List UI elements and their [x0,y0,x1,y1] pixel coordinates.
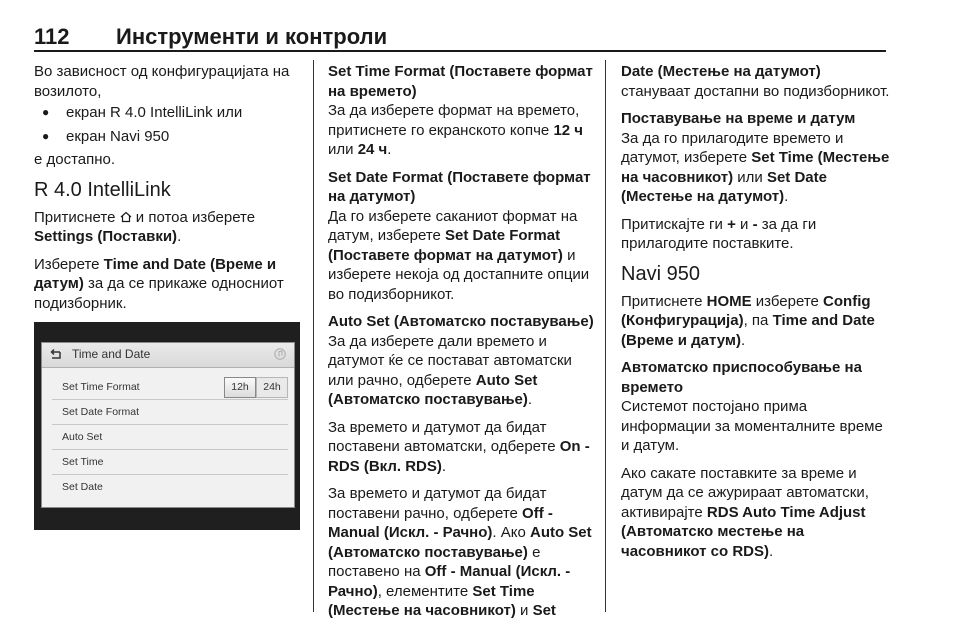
paragraph: За времето и датумот да бидат поставени автоматски, одберете On - RDS (Вкл. RDS). [328,418,590,475]
page-number: 112 [34,24,70,49]
subsection-heading: Set Date Format (Поставете формат на датумот) [328,168,591,205]
column-2 [328,62,596,629]
paragraph: За времето и датумот да бидат поставени рачно, одберете Off - Manual (Искл. - Рачно). Ако Auto Set (Автоматско поставување) е поставено на Off - Manual (Искл. - Рачно), елементите Set Time (Местење на часовникот) и Set [328,485,592,619]
paragraph: За да изберете формат на времето, притиснете го екранското копче 12 ч или 24 ч. [328,102,583,158]
subsection-heading: Автоматско приспособување на времето [621,359,862,396]
section-heading-r40: R 4.0 IntelliLink [34,178,171,201]
list-item: ● екран R 4.0 IntelliLink или [34,103,302,123]
screen-title: Time and Date [72,347,151,361]
paragraph: Притискајте ги + и - за да ги прилагодите поставките. [621,215,817,252]
paragraph: Ако сакате поставките за време и датум да се ажурираат автоматски, активирајте RDS Auto Time Adjust (Автоматско местење на часовникот со RDS). [621,464,869,560]
column-divider-2 [605,60,606,612]
paragraph: За да го прилагодите времето и датумот, изберете Set Time (Местење на часовникот) или Set Date (Местење на датумот). [621,129,890,205]
menu-item-set-date[interactable]: Set Date [62,481,103,493]
page-header [34,22,886,52]
menu-item-set-date-format[interactable]: Set Date Format [52,400,288,425]
column-1 [34,62,302,321]
home-icon [120,211,132,223]
header-rule [34,50,886,52]
page-title: Инструменти и контроли [116,24,388,49]
menu-item-set-time[interactable]: Set Time [52,450,288,475]
music-note-icon [274,348,286,360]
display-screen [41,342,295,508]
screenshot-figure [34,322,300,530]
format-24h-button[interactable]: 24h [256,377,288,398]
subsection-heading: Поставување на време и датум [621,110,856,127]
paragraph: Притиснете HOME изберете Config (Конфигурација), па Time and Date (Време и датум). [621,292,875,349]
paragraph: Системот постојано прима информации за моменталните време и датум. [621,398,883,454]
paragraph: Да го изберете саканиот формат на датум, изберете Set Date Format (Поставете формат на датумот) и изберете некоја од достапните опции во подизборникот. [328,207,590,303]
paragraph: Изберете Time and Date (Време и датум) за да се прикаже односниот подизборник. [34,255,284,312]
column-divider-1 [313,60,314,612]
paragraph: Притиснете и потоа изберете Settings (Поставки). [34,208,256,245]
subsection-heading: Auto Set (Автоматско поставување) [328,313,594,330]
screen-title-bar [42,343,294,368]
column-3 [621,62,891,569]
section-heading-navi950: Navi 950 [621,262,700,285]
intro-text-end: е достапно. [34,151,116,168]
menu-item-set-time-format[interactable]: Set Time Format 12h 24h [52,375,288,400]
paragraph: За да изберете дали времето и датумот ќе се постават автоматски или рачно, одберете Auto Set (Автоматско поставување). [328,332,572,408]
format-12h-button[interactable]: 12h [224,377,256,398]
back-arrow-icon[interactable] [48,348,62,362]
screen-options-list [34,103,302,146]
intro-text: Во зависност од конфигурацијата на возилото, [34,63,290,100]
paragraph: Date (Местење на датумот) стануваат достапни во подизборникот. [621,63,890,100]
list-item: ● екран Navi 950 [34,127,302,147]
subsection-heading: Set Time Format (Поставете формат на времето) [328,63,593,100]
menu-item-auto-set[interactable]: Auto Set [52,425,288,450]
